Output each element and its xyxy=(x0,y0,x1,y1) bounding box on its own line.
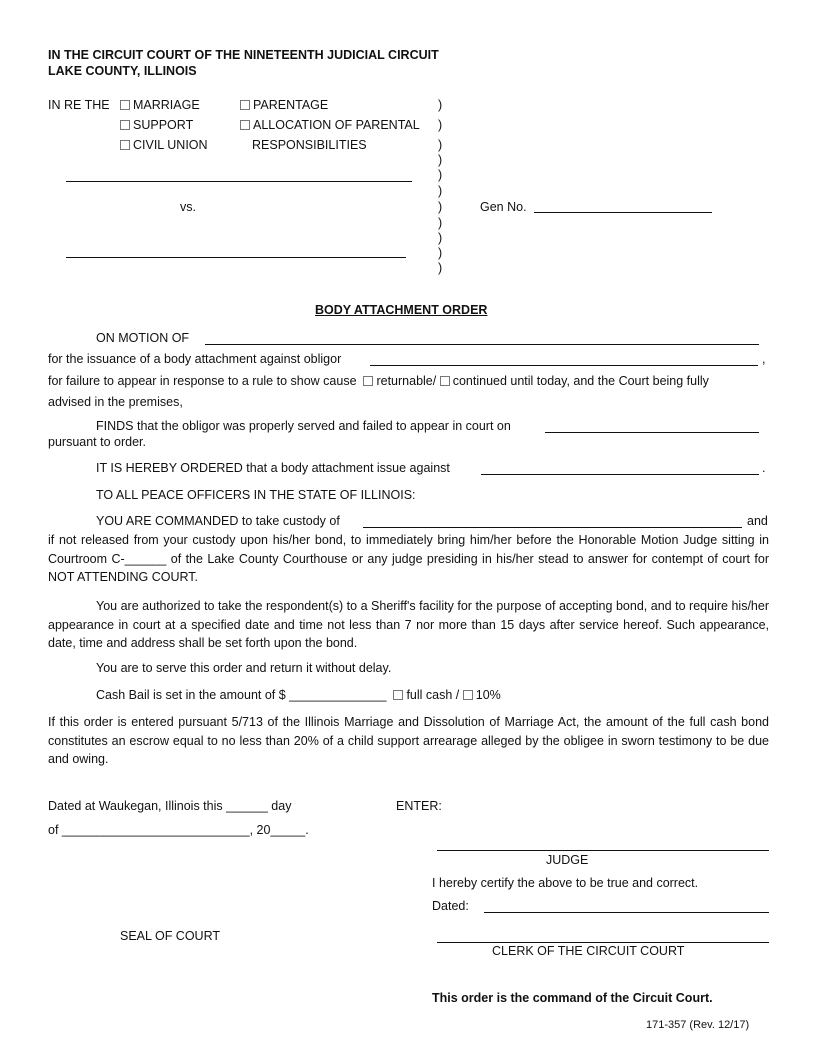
pursuant-label: pursuant to order. xyxy=(48,435,146,449)
comma: , xyxy=(762,352,766,366)
movant-field[interactable] xyxy=(205,344,759,345)
ordered-label: IT IS HEREBY ORDERED that a body attachment issue against xyxy=(96,461,450,475)
issuance-label: for the issuance of a body attachment against obligor xyxy=(48,352,342,366)
form-number: 171-357 (Rev. 12/17) xyxy=(646,1019,750,1031)
form-title: BODY ATTACHMENT ORDER xyxy=(315,303,488,317)
custody-of-field[interactable] xyxy=(363,527,742,528)
vs-label: vs. xyxy=(180,200,196,214)
dated-line-2: of ___________________________, 20_____. xyxy=(48,823,309,837)
option-parentage[interactable]: PARENTAGE xyxy=(240,98,328,112)
paren: ) xyxy=(438,216,443,230)
and-label: and xyxy=(747,514,768,528)
failure-line: for failure to appear in response to a rule to show cause returnable/ continued until today, and the Court being fully xyxy=(48,374,709,388)
checkbox-full-cash[interactable] xyxy=(393,690,403,700)
on-motion-label: ON MOTION OF xyxy=(96,331,190,345)
paren: ) xyxy=(438,231,443,245)
gen-no-label: Gen No. xyxy=(480,200,527,214)
judge-label: JUDGE xyxy=(546,853,589,867)
checkbox-marriage[interactable] xyxy=(120,100,130,110)
checkbox-support[interactable] xyxy=(120,120,130,130)
command-note: This order is the command of the Circuit Court. xyxy=(432,991,713,1005)
paren: ) xyxy=(438,200,443,214)
county-name: LAKE COUNTY, ILLINOIS xyxy=(48,64,197,78)
paren: ) xyxy=(438,246,443,260)
period: . xyxy=(762,461,766,475)
paren: ) xyxy=(438,168,443,182)
advised-label: advised in the premises, xyxy=(48,395,183,409)
authorized-paragraph: You are authorized to take the respondent(s) to a Sheriff's facility for the purpose of accepting bond, and to require his/her appearance in court at a specified date and time not less than 7 nor more than 15 days after service hereof. Such appearance, date, time and address shall be set forth upon the bond. xyxy=(48,599,769,650)
checkbox-civil-union[interactable] xyxy=(120,140,130,150)
attachment-against-field[interactable] xyxy=(481,474,759,475)
peace-officers-label: TO ALL PEACE OFFICERS IN THE STATE OF ILLINOIS: xyxy=(96,488,416,502)
seal-of-court: SEAL OF COURT xyxy=(120,929,221,943)
dated-line-1: Dated at Waukegan, Illinois this ______ day xyxy=(48,799,292,813)
checkbox-continued[interactable] xyxy=(440,376,450,386)
cash-bail-line: Cash Bail is set in the amount of $ ______________ full cash / 10% xyxy=(96,688,501,702)
responsibilities-label: RESPONSIBILITIES xyxy=(252,138,367,152)
commanded-label: YOU ARE COMMANDED to take custody of xyxy=(96,514,340,528)
court-name: IN THE CIRCUIT COURT OF THE NINETEENTH JUDICIAL CIRCUIT xyxy=(48,48,439,62)
command-paragraph: if not released from your custody upon his/her bond, to immediately bring him/her before the Honorable Motion Judge sitting in Courtroom C-______ of the Lake County Courthouse or any judge presiding in his/her stead to answer for contempt of court for NOT ATTENDING COURT. xyxy=(48,533,769,584)
option-allocation[interactable]: ALLOCATION OF PARENTAL xyxy=(240,118,420,132)
option-marriage[interactable]: MARRIAGE xyxy=(120,98,200,112)
paren: ) xyxy=(438,261,443,275)
obligor-field[interactable] xyxy=(370,365,758,366)
certify-label: I hereby certify the above to be true and correct. xyxy=(432,876,699,890)
finds-label: FINDS that the obligor was properly served and failed to appear in court on xyxy=(96,419,511,433)
paren: ) xyxy=(438,153,443,167)
paren: ) xyxy=(438,118,443,132)
checkbox-allocation[interactable] xyxy=(240,120,250,130)
gen-no-field[interactable] xyxy=(534,212,712,213)
clerk-signature-line[interactable] xyxy=(437,942,769,943)
clerk-label: CLERK OF THE CIRCUIT COURT xyxy=(492,944,685,958)
checkbox-parentage[interactable] xyxy=(240,100,250,110)
checkbox-ten-percent[interactable] xyxy=(463,690,473,700)
paren: ) xyxy=(438,138,443,152)
paren: ) xyxy=(438,184,443,198)
petitioner-line[interactable] xyxy=(66,181,412,182)
respondent-line[interactable] xyxy=(66,257,406,258)
in-re-label: IN RE THE xyxy=(48,98,110,112)
serve-label: You are to serve this order and return it without delay. xyxy=(96,661,392,675)
enter-label: ENTER: xyxy=(396,799,442,813)
checkbox-returnable[interactable] xyxy=(363,376,373,386)
statute-paragraph: If this order is entered pursuant 5/713 of the Illinois Marriage and Dissolution of Marriage Act, the amount of the full cash bond constitutes an escrow equal to no less than 20% of a child support arrearage alleged by the obligee in sworn testimony to be due and owing. xyxy=(48,715,769,766)
court-date-field[interactable] xyxy=(545,432,759,433)
paren: ) xyxy=(438,98,443,112)
option-support[interactable]: SUPPORT xyxy=(120,118,193,132)
certify-date-field[interactable] xyxy=(484,912,769,913)
option-civil-union[interactable]: CIVIL UNION xyxy=(120,138,208,152)
certify-dated-label: Dated: xyxy=(432,899,469,913)
judge-signature-line[interactable] xyxy=(437,850,769,851)
